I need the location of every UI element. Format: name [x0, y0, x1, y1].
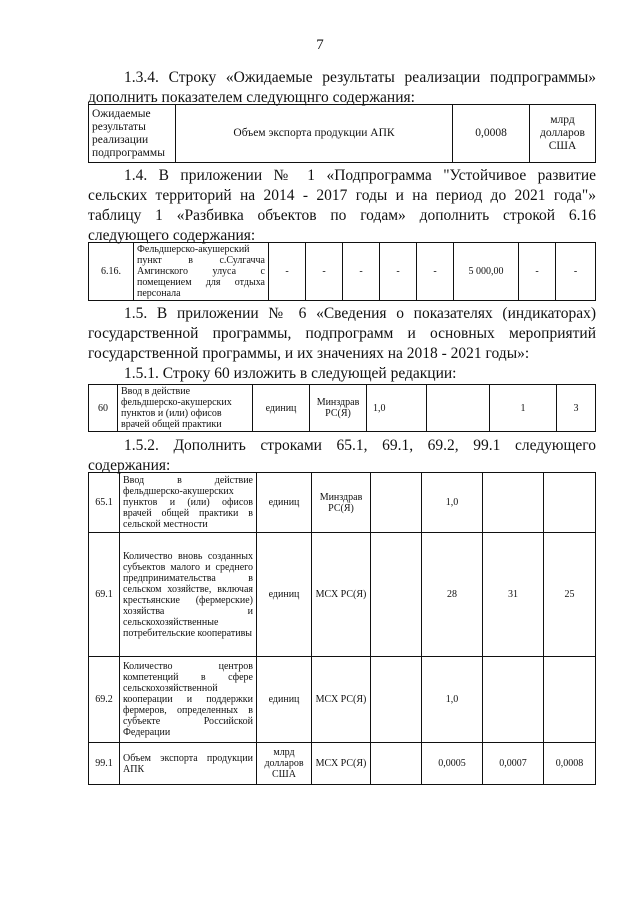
- paragraph-1-5-2: 1.5.2. Дополнить строками 65.1, 69.1, 69.2, 99.1 следующего содержания:: [88, 437, 596, 474]
- value-cell: 0,0008: [544, 743, 596, 785]
- year-cell: -: [343, 243, 380, 301]
- value-cell: [544, 657, 596, 743]
- value-cell: 1: [490, 385, 557, 432]
- table-row: [89, 385, 596, 432]
- value-cell: 3: [557, 385, 596, 432]
- value-cell: [371, 657, 422, 743]
- table-row: [89, 533, 596, 657]
- table-row: [89, 743, 596, 785]
- results-label-cell: Ожидаемые результаты реализации подпрограммы: [89, 105, 176, 163]
- unit-cell: единиц: [257, 533, 312, 657]
- value-cell: 1,0: [422, 657, 483, 743]
- value-cell: 1,0: [367, 385, 427, 432]
- value-cell: 0,0008: [453, 105, 530, 163]
- table-row: [89, 243, 596, 301]
- object-name-cell: Фельдшерско-акушерский пункт в с.Сулгачча Амгинского улуса с помещением для отдыха персонала: [134, 243, 269, 301]
- row-number-cell: 69.1: [89, 533, 120, 657]
- organization-cell: МСХ РС(Я): [312, 657, 371, 743]
- year-cell: -: [269, 243, 306, 301]
- organization-cell: Минздрав РС(Я): [312, 473, 371, 533]
- organization-cell: МСХ РС(Я): [312, 533, 371, 657]
- indicator-cell: Объем экспорта продукции АПК: [176, 105, 453, 163]
- value-cell: [427, 385, 490, 432]
- value-cell: 31: [483, 533, 544, 657]
- paragraph-1-5: 1.5. В приложении № 6 «Сведения о показателях (индикаторах) государственной программы, подпрограмм и основных мероприятий государственной программы, и их значениях на 2018 - 2021 годы»:: [88, 305, 596, 362]
- row-number-cell: 65.1: [89, 473, 120, 533]
- organization-cell: МСХ РС(Я): [312, 743, 371, 785]
- paragraph-1-4: 1.4. В приложении № 1 «Подпрограмма "Устойчивое развитие сельских территорий на 2014 - 2017 годы и на период до 2021 года"» таблицу 1 «Разбивка объектов по годам» дополнить строкой 6.16 следующего содержания:: [88, 167, 596, 244]
- organization-cell: Минздрав РС(Я): [310, 385, 367, 432]
- indicator-name-cell: Ввод в действие фельдшерско-акушерских пунктов и (или) офисов врачей общей практики в сельской местности: [120, 473, 257, 533]
- paragraph-1-5-1: 1.5.1. Строку 60 изложить в следующей редакции:: [124, 365, 457, 382]
- value-cell: 25: [544, 533, 596, 657]
- table-row-60: [88, 384, 596, 432]
- paragraph-1-3-4: 1.3.4. Строку «Ожидаемые результаты реализации подпрограммы» дополнить показателем следующнго содержания:: [88, 69, 596, 106]
- unit-cell: единиц: [257, 473, 312, 533]
- year-cell: 5 000,00: [454, 243, 519, 301]
- year-cell: -: [556, 243, 596, 301]
- year-cell: -: [380, 243, 417, 301]
- page-number: 7: [316, 37, 324, 53]
- value-cell: 1,0: [422, 473, 483, 533]
- table-new-rows: [88, 472, 596, 785]
- value-cell: [371, 533, 422, 657]
- year-cell: -: [306, 243, 343, 301]
- table-expected-results: [88, 104, 596, 163]
- value-cell: 0,0007: [483, 743, 544, 785]
- year-cell: -: [519, 243, 556, 301]
- value-cell: [544, 473, 596, 533]
- row-number-cell: 69.2: [89, 657, 120, 743]
- row-number-cell: 60: [89, 385, 118, 432]
- unit-cell: млрд долларов США: [530, 105, 596, 163]
- year-cell: -: [417, 243, 454, 301]
- indicator-name-cell: Ввод в действие фельдшерско-акушерских пунктов и (или) офисов врачей общей практики: [118, 385, 253, 432]
- unit-cell: единиц: [257, 657, 312, 743]
- table-row: [89, 657, 596, 743]
- indicator-name-cell: Объем экспорта продукции АПК: [120, 743, 257, 785]
- value-cell: [371, 743, 422, 785]
- unit-cell: млрд долларов США: [257, 743, 312, 785]
- table-row: [89, 105, 596, 163]
- value-cell: [371, 473, 422, 533]
- row-number-cell: 6.16.: [89, 243, 134, 301]
- indicator-name-cell: Количество центров компетенций в сфере сельскохозяйственной кооперации и поддержки фермеров, определенных в субъекте Российской Федерации: [120, 657, 257, 743]
- table-row: [89, 473, 596, 533]
- indicator-name-cell: Количество вновь созданных субъектов малого и среднего предпринимательства в сельском хозяйстве, включая крестьянские (фермерские) хозяйства и сельскохозяйственные потребительские кооперативы: [120, 533, 257, 657]
- value-cell: 28: [422, 533, 483, 657]
- value-cell: 0,0005: [422, 743, 483, 785]
- value-cell: [483, 473, 544, 533]
- unit-cell: единиц: [253, 385, 310, 432]
- value-cell: [483, 657, 544, 743]
- table-objects-by-year: [88, 242, 596, 301]
- row-number-cell: 99.1: [89, 743, 120, 785]
